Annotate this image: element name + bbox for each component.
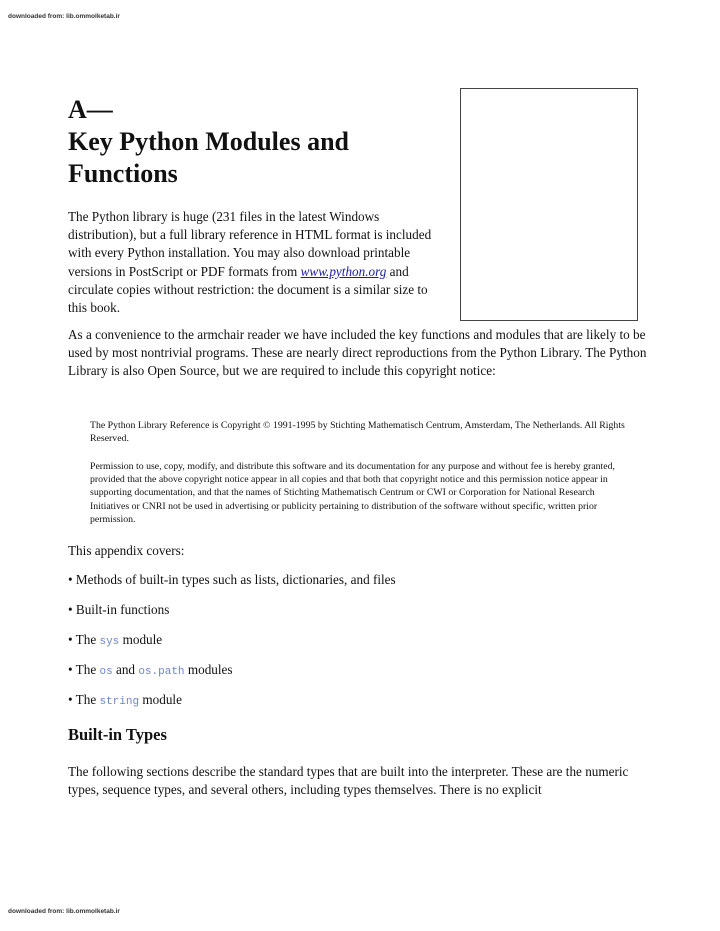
- list-item-text: • The: [68, 662, 100, 677]
- list-item: [68, 602, 396, 632]
- figure-placeholder-frame: [460, 88, 638, 321]
- code-os-path: os.path: [138, 666, 185, 678]
- list-item-text: module: [139, 692, 182, 707]
- copyright-notice: The Python Library Reference is Copyright © 1991-1995 by Stichting Mathematisch Centrum, Amsterdam, The Netherlands. All Rights Reserved.: [90, 420, 625, 445]
- list-item: [68, 632, 396, 662]
- permission-notice: Permission to use, copy, modify, and distribute this software and its documentation for any purpose and without fee is hereby granted, provided that the above copyright notice appear in all copies and that both that copyright notice and this permission notice appear in supporting documentation, and that the names of Stichting Mathematisch Centrum or CWI or Corporation for National Research Initiatives or CNRI not be used in advertising or publicity pertaining to distribution of the software without specific, written prior permission.: [90, 461, 615, 525]
- chapter-title-line-2: Functions: [68, 159, 178, 188]
- list-item: [68, 692, 396, 722]
- list-item-text: • Built-in functions: [68, 602, 170, 617]
- watermark-top: downloaded from: lib.ommolketab.ir: [8, 13, 120, 20]
- section-heading-built-in-types: Built-in Types: [68, 725, 167, 744]
- chapter-title-line-1: Key Python Modules and: [68, 127, 349, 156]
- list-item-text: module: [119, 632, 163, 647]
- list-item-text: • Methods of built-in types such as lists, dictionaries, and files: [68, 572, 396, 587]
- code-string: string: [99, 696, 140, 708]
- appendix-covers-intro: This appendix covers:: [68, 543, 185, 558]
- intro-text-after-link: and circulate copies without restriction: the document is a similar size to this book.: [68, 263, 428, 316]
- list-item-text: • The: [68, 632, 100, 647]
- list-item: [68, 662, 396, 692]
- watermark-bottom: downloaded from: lib.ommolketab.ir: [8, 908, 120, 915]
- intro-paragraph: [68, 208, 448, 317]
- python-org-link[interactable]: www.python.org: [300, 263, 387, 279]
- chapter-title: [68, 94, 448, 190]
- list-item-text: and: [112, 662, 139, 677]
- appendix-topics-list: [68, 572, 396, 722]
- chapter-label: A—: [68, 95, 113, 124]
- code-sys: sys: [99, 636, 120, 648]
- list-item: [68, 572, 396, 602]
- convenience-paragraph: As a convenience to the armchair reader we have included the key functions and modules that are likely to be used by most nontrivial programs. These are nearly direct reproductions from the Python Library. The Python Library is also Open Source, but we are required to include this copyright notice:: [68, 327, 647, 379]
- intro-text-before-link: The Python library is huge (231 files in the latest Windows distribution), but a full library reference in HTML format is included with every Python installation. You may also download printable versions in PostScript or PDF formats from: [68, 209, 432, 279]
- built-in-types-paragraph: The following sections describe the standard types that are built into the interpreter. These are the numeric types, sequence types, and several others, including types themselves. There is no explicit: [68, 764, 629, 798]
- list-item-text: • The: [68, 692, 100, 707]
- list-item-text: modules: [184, 662, 233, 677]
- code-os: os: [99, 666, 113, 678]
